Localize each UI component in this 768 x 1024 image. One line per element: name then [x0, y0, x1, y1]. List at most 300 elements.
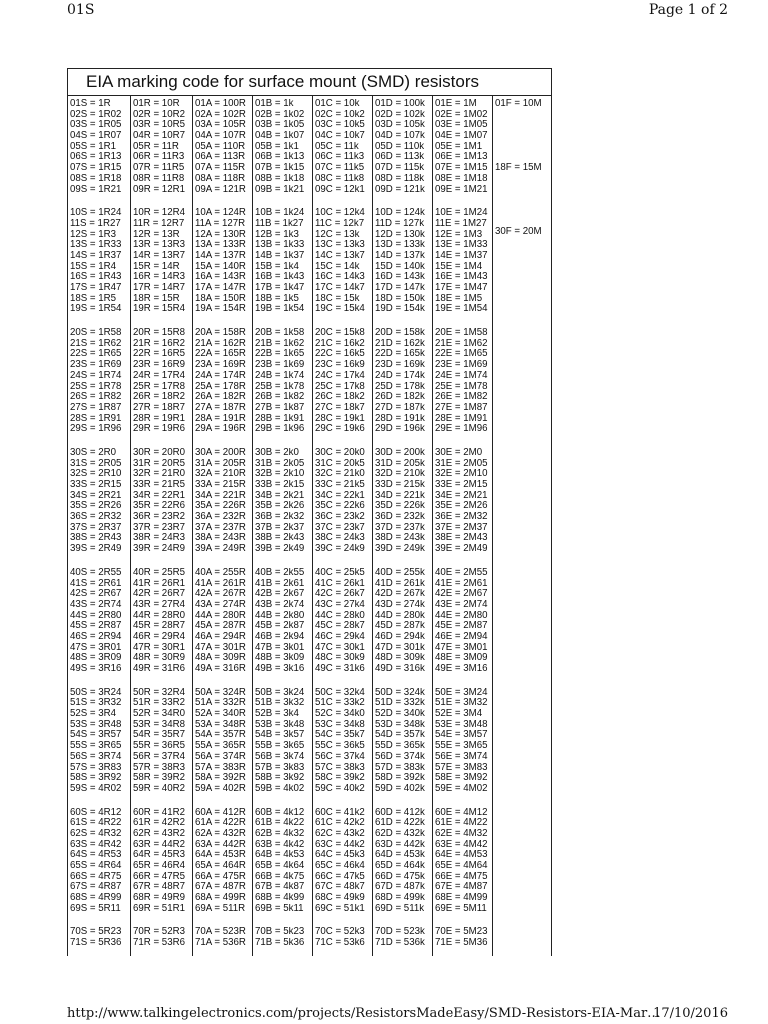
code-cell: 35D = 226k	[375, 501, 425, 512]
code-cell: 55D = 365k	[375, 741, 425, 752]
code-cell: 03S = 1R05	[70, 120, 122, 131]
code-cell: 28D = 191k	[375, 413, 425, 424]
code-group	[375, 448, 432, 555]
code-cell: 51C = 33k2	[315, 698, 365, 709]
code-cell: 23E = 1M69	[435, 360, 488, 371]
code-cell: 03E = 1M05	[435, 120, 488, 131]
code-cell: 19S = 1R54	[70, 304, 122, 315]
code-cell: 45E = 2M87	[435, 621, 488, 632]
code-cell: 60D = 412k	[375, 807, 425, 818]
code-group	[70, 99, 130, 195]
code-cell: 21B = 1k62	[255, 338, 305, 349]
code-group	[435, 448, 492, 555]
code-cell	[495, 206, 551, 217]
code-cell: 24R = 17R4	[133, 370, 185, 381]
code-cell: 15E = 1M4	[435, 261, 483, 272]
code-cell: 70C = 52k3	[315, 927, 365, 938]
code-cell: 45S = 2R87	[70, 621, 122, 632]
code-cell: 47E = 3M01	[435, 642, 488, 653]
code-cell: 35R = 22R6	[133, 501, 185, 512]
code-cell: 03R = 10R5	[133, 120, 185, 131]
code-cell: 49C = 31k6	[315, 664, 365, 674]
code-cell: 17S = 1R47	[70, 283, 122, 293]
code-cell: 52C = 34k0	[315, 709, 365, 720]
code-group	[315, 568, 372, 675]
code-cell: 53C = 34k8	[315, 719, 365, 730]
code-cell: 29R = 19R6	[133, 424, 185, 435]
code-cell: 18D = 150k	[375, 293, 425, 304]
code-cell: 05S = 1R1	[70, 141, 117, 152]
code-group	[70, 568, 130, 675]
code-cell: 70S = 5R23	[70, 927, 122, 938]
code-cell: 15C = 14k	[315, 261, 360, 272]
code-cell: 03B = 1k05	[255, 120, 305, 131]
code-cell: 14R = 13R7	[133, 250, 185, 261]
code-cell	[495, 217, 551, 228]
code-cell: 06E = 1M13	[435, 152, 488, 163]
code-cell: 04A = 107R	[195, 131, 246, 142]
code-cell: 04C = 10k7	[315, 131, 365, 142]
code-cell: 50S = 3R24	[70, 687, 122, 698]
code-cell: 43R = 27R4	[133, 599, 185, 610]
code-cell: 36S = 2R32	[70, 512, 122, 523]
code-cell: 71R = 53R6	[133, 938, 185, 949]
code-cell: 49A = 316R	[195, 664, 246, 674]
code-cell: 16R = 14R3	[133, 272, 185, 283]
code-cell: 42E = 2M67	[435, 589, 488, 600]
code-cell: 27E = 1M87	[435, 402, 488, 413]
code-cell: 32B = 2k10	[255, 469, 305, 480]
code-cell: 70A = 523R	[195, 927, 246, 938]
code-group	[133, 688, 192, 795]
code-cell: 51E = 3M32	[435, 698, 488, 709]
code-cell: 39D = 249k	[375, 544, 425, 555]
code-cell: 67D = 487k	[375, 882, 425, 893]
column-f	[493, 96, 551, 956]
code-cell: 32C = 21k0	[315, 469, 365, 480]
code-cell: 14B = 1k37	[255, 250, 305, 261]
code-cell: 57E = 3M83	[435, 762, 488, 773]
code-cell: 43E = 2M74	[435, 599, 488, 610]
code-cell: 30S = 2R0	[70, 447, 117, 458]
code-group	[70, 808, 130, 915]
code-cell: 19B = 1k54	[255, 304, 305, 315]
code-cell: 59B = 4k02	[255, 783, 305, 794]
code-cell: 44B = 2k80	[255, 610, 305, 621]
code-cell: 54R = 35R7	[133, 730, 185, 741]
code-cell: 41B = 2k61	[255, 578, 305, 589]
table-columns	[68, 96, 551, 956]
code-cell: 44C = 28k0	[315, 610, 365, 621]
code-cell: 64E = 4M53	[435, 850, 488, 861]
code-cell: 50R = 32R4	[133, 687, 185, 698]
code-cell: 13D = 133k	[375, 240, 425, 251]
code-cell: 42B = 2k67	[255, 589, 305, 600]
code-cell: 58A = 392R	[195, 773, 246, 784]
code-cell: 24A = 174R	[195, 370, 246, 381]
code-cell: 56E = 3M74	[435, 751, 488, 762]
code-cell: 52D = 340k	[375, 709, 425, 720]
code-cell: 52R = 34R0	[133, 709, 185, 720]
code-cell: 68A = 499R	[195, 893, 246, 904]
column-a	[193, 96, 253, 956]
code-cell: 25C = 17k8	[315, 381, 365, 392]
code-cell: 70D = 523k	[375, 927, 425, 938]
code-cell: 38E = 2M43	[435, 533, 488, 544]
code-cell: 11A = 127R	[195, 218, 246, 229]
code-cell: 14A = 137R	[195, 250, 246, 261]
code-cell: 02D = 102k	[375, 109, 425, 120]
code-group	[315, 99, 372, 195]
code-cell: 66D = 475k	[375, 871, 425, 882]
code-cell: 04S = 1R07	[70, 131, 122, 142]
code-cell: 27S = 1R87	[70, 402, 122, 413]
code-cell: 61C = 42k2	[315, 818, 365, 829]
code-cell: 08C = 11k8	[315, 173, 365, 184]
code-cell: 12S = 1R3	[70, 229, 117, 240]
code-cell: 68B = 4k99	[255, 893, 305, 904]
code-cell: 39B = 2k49	[255, 544, 305, 555]
code-cell: 28S = 1R91	[70, 413, 122, 424]
code-group	[70, 448, 130, 555]
code-cell: 14E = 1M37	[435, 250, 488, 261]
code-cell: 22E = 1M65	[435, 349, 488, 360]
code-cell: 35C = 22k6	[315, 501, 365, 512]
code-cell: 46C = 29k4	[315, 631, 365, 642]
code-group	[315, 927, 372, 948]
code-cell: 37D = 237k	[375, 522, 425, 533]
code-cell: 64C = 45k3	[315, 850, 365, 861]
code-cell: 31B = 2k05	[255, 458, 305, 469]
footer-date: 17/10/2016	[653, 1006, 728, 1021]
code-cell: 57B = 3k83	[255, 762, 305, 773]
code-cell: 30C = 20k0	[315, 447, 365, 458]
page-header-left: 01S	[67, 2, 95, 18]
code-cell: 09D = 121k	[375, 184, 425, 195]
code-cell: 08R = 11R8	[133, 173, 185, 184]
code-group	[315, 328, 372, 435]
code-cell: 66E = 4M75	[435, 871, 488, 882]
code-cell: 36E = 2M32	[435, 512, 488, 523]
code-cell: 45D = 287k	[375, 621, 425, 632]
code-cell: 53E = 3M48	[435, 719, 488, 730]
code-cell: 34A = 221R	[195, 490, 246, 501]
code-cell: 58R = 39R2	[133, 773, 185, 784]
code-cell: 13B = 1k33	[255, 240, 305, 251]
code-cell: 25R = 17R8	[133, 381, 185, 392]
code-cell: 29A = 196R	[195, 424, 246, 435]
code-cell: 61D = 422k	[375, 818, 425, 829]
code-cell: 61S = 4R22	[70, 818, 122, 829]
code-cell: 20E = 1M58	[435, 328, 488, 339]
code-cell: 50A = 324R	[195, 687, 246, 698]
code-cell: 14D = 137k	[375, 250, 425, 261]
code-cell: 46A = 294R	[195, 631, 246, 642]
code-cell: 62B = 4k32	[255, 828, 305, 839]
code-cell: 64B = 4k53	[255, 850, 305, 861]
code-group	[195, 99, 252, 195]
code-cell: 69C = 51k1	[315, 903, 365, 914]
code-cell: 39C = 24k9	[315, 544, 365, 555]
code-cell: 35E = 2M26	[435, 501, 488, 512]
code-group	[195, 208, 252, 315]
code-cell: 57S = 3R83	[70, 762, 122, 773]
code-cell: 52B = 3k4	[255, 709, 299, 720]
code-cell: 15D = 140k	[375, 261, 425, 272]
code-cell: 56R = 37R4	[133, 751, 185, 762]
code-cell: 12R = 13R	[133, 229, 180, 240]
code-cell: 40A = 255R	[195, 567, 246, 578]
code-cell: 69A = 511R	[195, 903, 246, 914]
code-cell: 15S = 1R4	[70, 261, 117, 272]
code-cell: 33B = 2k15	[255, 480, 305, 490]
code-cell: 21C = 16k2	[315, 338, 365, 349]
code-cell: 16S = 1R43	[70, 272, 122, 283]
code-cell: 04R = 10R7	[133, 131, 185, 142]
code-cell: 26D = 182k	[375, 392, 425, 403]
code-cell: 41A = 261R	[195, 578, 246, 589]
code-cell: 18S = 1R5	[70, 293, 117, 304]
column-c	[313, 96, 373, 956]
code-cell: 35S = 2R26	[70, 501, 122, 512]
code-cell: 22C = 16k5	[315, 349, 365, 360]
code-cell: 67C = 48k7	[315, 882, 365, 893]
code-cell: 40C = 25k5	[315, 567, 365, 578]
code-cell: 18B = 1k5	[255, 293, 299, 304]
code-cell: 39A = 249R	[195, 544, 246, 555]
code-cell: 03C = 10k5	[315, 120, 365, 131]
code-cell: 09E = 1M21	[435, 184, 488, 195]
code-cell: 07D = 115k	[375, 163, 425, 174]
code-cell: 63D = 442k	[375, 839, 425, 850]
code-cell: 02B = 1k02	[255, 109, 305, 120]
code-cell: 58S = 3R92	[70, 773, 122, 784]
code-cell: 12B = 1k3	[255, 229, 299, 240]
code-cell: 48C = 30k9	[315, 653, 365, 664]
code-cell: 44S = 2R80	[70, 610, 122, 621]
code-cell: 62E = 4M32	[435, 828, 488, 839]
code-cell: 53R = 34R8	[133, 719, 185, 730]
code-cell: 59S = 4R02	[70, 783, 122, 794]
code-cell: 31S = 2R05	[70, 458, 122, 469]
code-cell: 24B = 1k74	[255, 370, 305, 381]
code-cell: 50D = 324k	[375, 687, 425, 698]
code-cell: 54E = 3M57	[435, 730, 488, 741]
code-cell: 65B = 4k64	[255, 861, 305, 871]
code-cell: 03A = 105R	[195, 120, 246, 131]
code-cell: 56A = 374R	[195, 751, 246, 762]
code-cell: 11S = 1R27	[70, 218, 121, 229]
code-cell: 40S = 2R55	[70, 567, 122, 578]
code-cell: 04E = 1M07	[435, 131, 488, 142]
code-cell: 08A = 118R	[195, 173, 246, 184]
code-cell: 38A = 243R	[195, 533, 246, 544]
code-cell: 27R = 18R7	[133, 402, 185, 413]
code-cell: 65S = 4R64	[70, 861, 122, 871]
code-cell: 49B = 3k16	[255, 664, 305, 674]
code-cell: 67B = 4k87	[255, 882, 305, 893]
code-group	[255, 688, 312, 795]
code-cell: 45A = 287R	[195, 621, 246, 632]
code-cell: 20A = 158R	[195, 328, 246, 339]
code-cell: 32A = 210R	[195, 469, 246, 480]
code-cell: 23R = 16R9	[133, 360, 185, 371]
code-cell: 16B = 1k43	[255, 272, 305, 283]
code-cell: 23S = 1R69	[70, 360, 122, 371]
code-cell: 48S = 3R09	[70, 653, 122, 664]
code-cell: 46B = 2k94	[255, 631, 305, 642]
code-cell: 23C = 16k9	[315, 360, 365, 371]
code-cell: 46E = 2M94	[435, 631, 488, 642]
code-cell: 67E = 4M87	[435, 882, 488, 893]
code-cell: 26B = 1k82	[255, 392, 305, 403]
code-cell: 65A = 464R	[195, 861, 246, 871]
code-cell: 20S = 1R58	[70, 328, 122, 339]
code-group	[315, 448, 372, 555]
code-cell: 28B = 1k91	[255, 413, 305, 424]
code-cell: 08D = 118k	[375, 173, 425, 184]
code-cell: 45C = 28k7	[315, 621, 365, 632]
code-cell: 49E = 3M16	[435, 664, 488, 674]
code-cell	[495, 152, 551, 163]
code-cell: 32D = 210k	[375, 469, 425, 480]
code-cell: 34C = 22k1	[315, 490, 365, 501]
code-cell: 36R = 23R2	[133, 512, 185, 523]
code-cell: 12D = 130k	[375, 229, 425, 240]
code-cell: 65C = 46k4	[315, 861, 365, 871]
code-cell: 16D = 143k	[375, 272, 425, 283]
code-cell: 04D = 107k	[375, 131, 425, 142]
code-cell: 65R = 46R4	[133, 861, 185, 871]
code-cell: 20C = 15k8	[315, 328, 365, 339]
code-cell: 37A = 237R	[195, 522, 246, 533]
code-cell: 48A = 309R	[195, 653, 246, 664]
code-cell: 11D = 127k	[375, 218, 425, 229]
code-group	[255, 448, 312, 555]
code-cell: 52S = 3R4	[70, 709, 117, 720]
code-cell: 30D = 200k	[375, 447, 425, 458]
code-cell: 47S = 3R01	[70, 642, 122, 653]
code-cell: 69E = 5M11	[435, 903, 487, 914]
code-cell: 48B = 3k09	[255, 653, 305, 664]
code-cell: 46D = 294k	[375, 631, 425, 642]
code-cell: 60R = 41R2	[133, 807, 185, 818]
code-cell: 10B = 1k24	[255, 208, 305, 219]
code-cell: 31E = 2M05	[435, 458, 488, 469]
code-cell: 18A = 150R	[195, 293, 246, 304]
code-cell	[495, 142, 551, 153]
code-cell: 35A = 226R	[195, 501, 246, 512]
code-cell: 17D = 147k	[375, 283, 425, 293]
code-cell: 20B = 1k58	[255, 328, 305, 339]
code-cell: 66C = 47k5	[315, 871, 365, 882]
code-cell: 13A = 133R	[195, 240, 246, 251]
code-cell: 47R = 30R1	[133, 642, 185, 653]
code-cell: 11C = 12k7	[315, 218, 365, 229]
code-group	[133, 808, 192, 915]
code-cell: 63S = 4R42	[70, 839, 122, 850]
code-cell: 15A = 140R	[195, 261, 246, 272]
code-cell: 70B = 5k23	[255, 927, 305, 938]
code-cell: 62D = 432k	[375, 828, 425, 839]
code-cell: 08B = 1k18	[255, 173, 305, 184]
code-cell: 10C = 12k4	[315, 208, 365, 219]
code-cell: 29S = 1R96	[70, 424, 122, 435]
code-group	[255, 568, 312, 675]
code-cell: 36A = 232R	[195, 512, 246, 523]
code-cell: 06B = 1k13	[255, 152, 305, 163]
code-cell: 19E = 1M54	[435, 304, 488, 315]
code-group	[255, 808, 312, 915]
code-cell: 14S = 1R37	[70, 250, 122, 261]
code-cell: 01R = 10R	[133, 99, 180, 109]
code-cell: 06D = 113k	[375, 152, 425, 163]
code-group	[435, 328, 492, 435]
code-cell: 52E = 3M4	[435, 709, 483, 720]
code-cell: 05A = 110R	[195, 141, 246, 152]
code-cell: 49R = 31R6	[133, 664, 185, 674]
code-cell: 16C = 14k3	[315, 272, 365, 283]
code-cell: 07E = 1M15	[435, 163, 488, 174]
code-cell: 56B = 3k74	[255, 751, 305, 762]
code-cell: 50B = 3k24	[255, 687, 305, 698]
code-cell: 57D = 383k	[375, 762, 425, 773]
code-cell: 51A = 332R	[195, 698, 246, 709]
code-group	[375, 208, 432, 315]
code-cell: 71E = 5M36	[435, 938, 488, 949]
code-cell: 44A = 280R	[195, 610, 246, 621]
code-cell: 42C = 26k7	[315, 589, 365, 600]
code-cell: 27D = 187k	[375, 402, 425, 413]
code-cell: 34E = 2M21	[435, 490, 488, 501]
code-cell: 41E = 2M61	[435, 578, 488, 589]
code-cell: 24C = 17k4	[315, 370, 365, 381]
code-cell: 32S = 2R10	[70, 469, 122, 480]
code-cell: 56D = 374k	[375, 751, 425, 762]
code-cell: 04B = 1k07	[255, 131, 305, 142]
footer-url: http://www.talkingelectronics.com/projects/ResistorsMadeEasy/SMD-Resistors-EIA-Mar…	[67, 1006, 661, 1021]
code-cell: 43S = 2R74	[70, 599, 122, 610]
code-cell: 11R = 12R7	[133, 218, 185, 229]
resistor-code-table	[67, 68, 552, 956]
code-group	[375, 328, 432, 435]
code-group	[255, 927, 312, 948]
code-cell: 54A = 357R	[195, 730, 246, 741]
code-group	[315, 808, 372, 915]
code-cell: 52A = 340R	[195, 709, 246, 720]
code-cell: 37R = 23R7	[133, 522, 185, 533]
code-cell: 45B = 2k87	[255, 621, 305, 632]
code-cell: 48R = 30R9	[133, 653, 185, 664]
code-cell: 51R = 33R2	[133, 698, 185, 709]
code-cell: 64S = 4R53	[70, 850, 122, 861]
code-cell: 12C = 13k	[315, 229, 360, 240]
code-cell: 07C = 11k5	[315, 163, 365, 174]
code-cell: 61R = 42R2	[133, 818, 185, 829]
code-group	[255, 99, 312, 195]
code-cell: 13E = 1M33	[435, 240, 488, 251]
code-cell: 35B = 2k26	[255, 501, 305, 512]
code-cell: 23B = 1k69	[255, 360, 305, 371]
code-cell: 70E = 5M23	[435, 927, 488, 938]
code-cell: 08E = 1M18	[435, 173, 488, 184]
code-cell: 19A = 154R	[195, 304, 246, 315]
code-cell: 45R = 28R7	[133, 621, 185, 632]
code-cell: 30E = 2M0	[435, 447, 483, 458]
code-cell: 43A = 274R	[195, 599, 246, 610]
code-cell: 51S = 3R32	[70, 698, 122, 709]
code-cell: 42S = 2R67	[70, 589, 122, 600]
